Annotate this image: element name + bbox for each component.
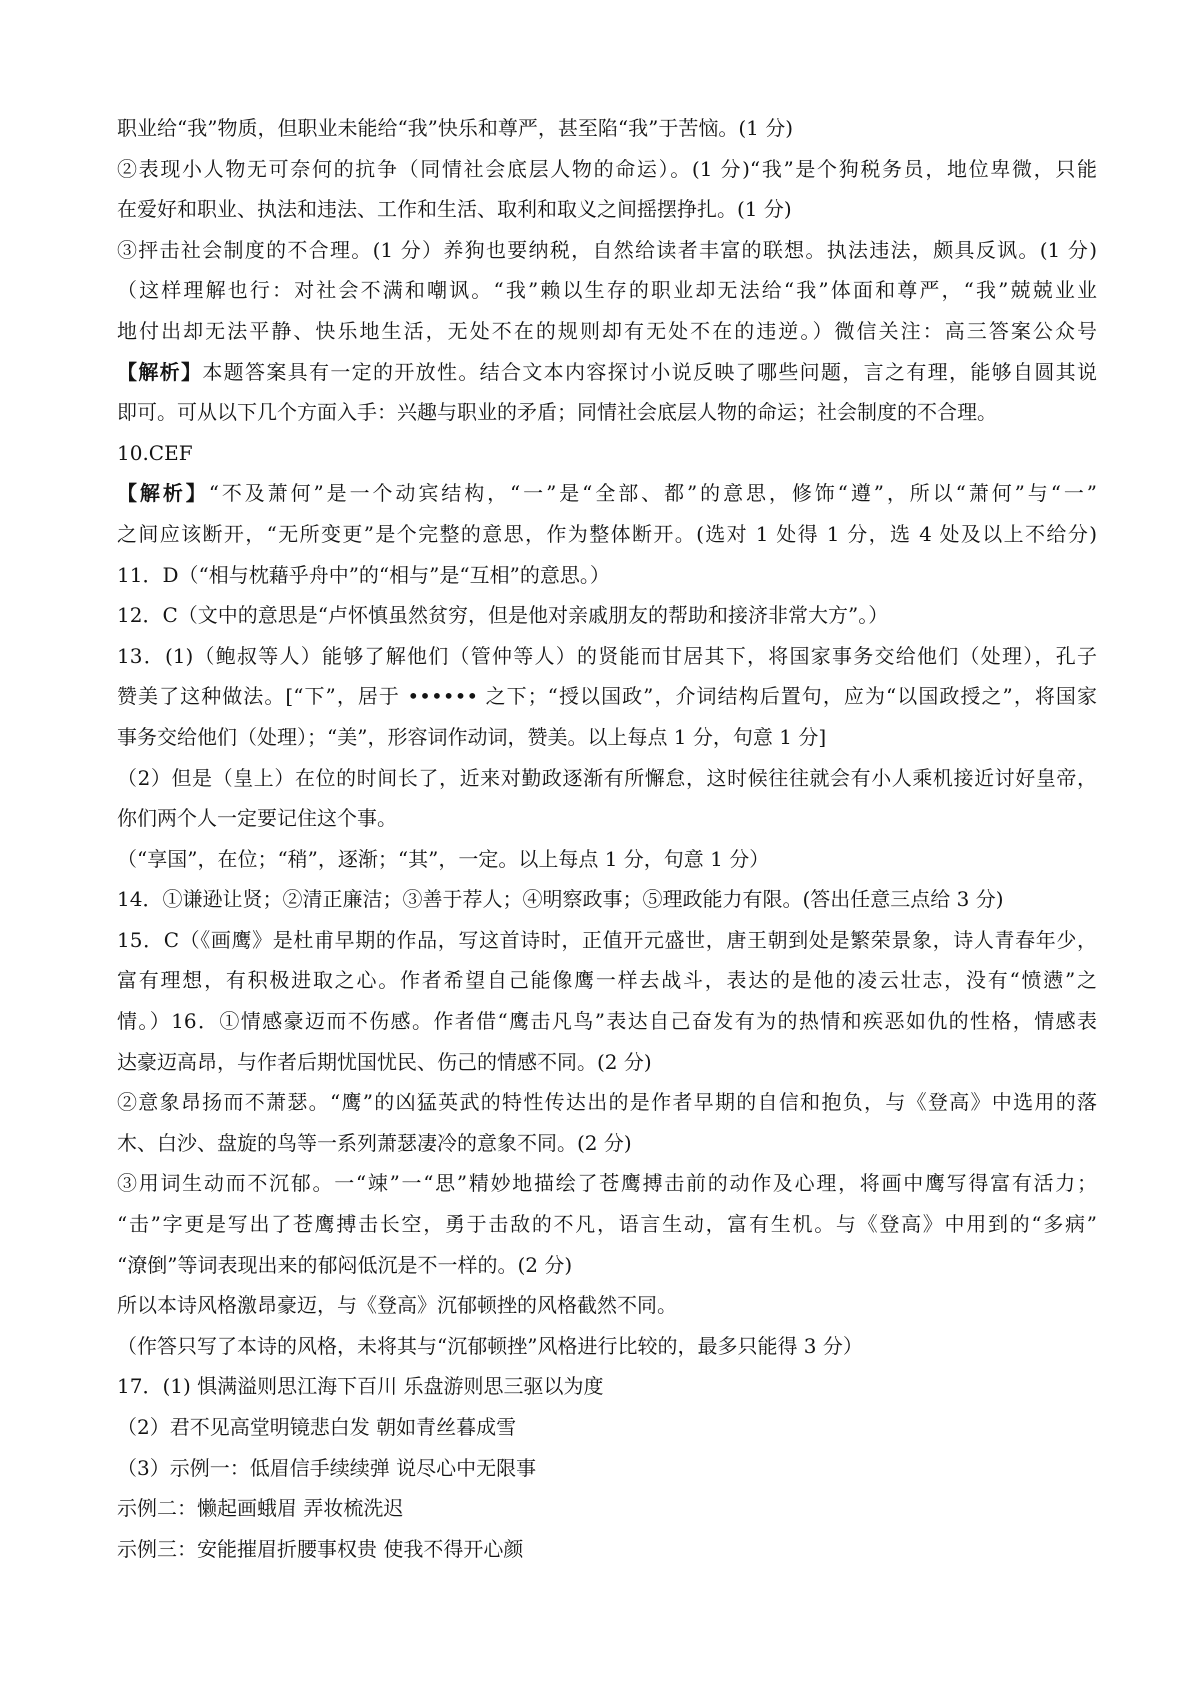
text-line — [117, 879, 1097, 920]
text-line — [117, 1407, 1097, 1448]
text-line — [117, 798, 1097, 839]
line-text: ②意象昂扬而不萧瑟。“鹰”的凶猛英武的特性传达出的是作者早期的自信和抱负，与《登高》中选用的落 — [117, 1090, 1097, 1115]
text-line — [117, 108, 1097, 149]
line-text: 12．C（文中的意思是“卢怀慎虽然贫穷，但是他对亲戚朋友的帮助和接济非常大方”。） — [117, 603, 889, 628]
line-text: （这样理解也行：对社会不满和嘲讽。“我”赖以生存的职业却无法给“我”体面和尊严，“我”兢兢业业 — [117, 278, 1097, 303]
text-line — [117, 1326, 1097, 1367]
line-text: “不及萧何”是一个动宾结构，“一”是“全部、都”的意思，修饰“遵”，所以“萧何”与“一” — [208, 481, 1097, 506]
text-line — [117, 1245, 1097, 1286]
line-text: 赞美了这种做法。[“下”，居于 •••••• 之下；“授以国政”，介词结构后置句，应为“以国政授之”，将国家 — [117, 684, 1097, 709]
line-text: ③用词生动而不沉郁。一“竦”一“思”精妙地描绘了苍鹰搏击前的动作及心理，将画中鹰写得富有活力； — [117, 1171, 1097, 1196]
line-text: 17．(1) 惧满溢则思江海下百川 乐盘游则思三驱以为度 — [117, 1374, 604, 1399]
text-line — [117, 514, 1097, 555]
line-text: 示例三：安能摧眉折腰事权贵 使我不得开心颜 — [117, 1536, 524, 1561]
line-text: 13．(1)（鲍叔等人）能够了解他们（管仲等人）的贤能而甘居其下，将国家事务交给他们（处理），孔子 — [117, 643, 1097, 668]
line-text: 10.CEF — [117, 440, 193, 465]
line-text: 14．①谦逊让贤；②清正廉洁；③善于荐人；④明察政事；⑤理政能力有限。(答出任意三点给 3 分) — [117, 887, 1004, 912]
line-text: （作答只写了本诗的风格，未将其与“沉郁顿挫”风格进行比较的，最多只能得 3 分） — [117, 1333, 863, 1358]
line-text: 职业给“我”物质，但职业未能给“我”快乐和尊严，甚至陷“我”于苦恼。(1 分) — [117, 116, 794, 140]
text-line — [117, 1042, 1097, 1083]
line-text: 在爱好和职业、执法和违法、工作和生活、取利和取义之间摇摆挣扎。(1 分) — [117, 197, 792, 222]
text-line — [117, 433, 1097, 474]
text-line — [117, 352, 1097, 393]
line-text: （“享国”，在位；“稍”，逐渐；“其”，一定。以上每点 1 分，句意 1 分） — [117, 846, 770, 871]
line-text: ③抨击社会制度的不合理。(1 分）养狗也要纳税，自然给读者丰富的联想。执法违法，颇具反讽。(1 分) — [117, 237, 1097, 262]
text-line — [117, 1529, 1097, 1570]
text-line — [117, 270, 1097, 311]
text-line — [117, 555, 1097, 596]
line-text: 之间应该断开，“无所变更”是个完整的意思，作为整体断开。(选对 1 处得 1 分，选 4 处及以上不给分) — [117, 521, 1097, 546]
text-line — [117, 1204, 1097, 1245]
line-text: “击”字更是写出了苍鹰搏击长空，勇于击敌的不凡，语言生动，富有生机。与《登高》中用到的“多病” — [117, 1212, 1097, 1237]
line-text: “潦倒”等词表现出来的郁闷低沉是不一样的。(2 分) — [117, 1252, 573, 1277]
text-line — [117, 1448, 1097, 1489]
text-line — [117, 920, 1097, 961]
line-text: 示例二：懒起画蛾眉 弄妆梳洗迟 — [117, 1496, 404, 1521]
text-line — [117, 149, 1097, 190]
answer-page — [117, 108, 1097, 1569]
line-text: 11．D（“相与枕藉乎舟中”的“相与”是“互相”的意思。） — [117, 562, 610, 587]
text-line — [117, 311, 1097, 352]
line-text: （2）但是（皇上）在位的时间长了，近来对勤政逐渐有所懈怠，这时候往往就会有小人乘机接近讨好皇帝， — [117, 765, 1097, 790]
text-line — [117, 1123, 1097, 1164]
line-text: 即可。可从以下几个方面入手：兴趣与职业的矛盾；同情社会底层人物的命运；社会制度的不合理。 — [117, 400, 997, 425]
text-line — [117, 758, 1097, 799]
text-line — [117, 1082, 1097, 1123]
line-text: 富有理想，有积极进取之心。作者希望自己能像鹰一样去战斗，表达的是他的凌云壮志，没有“愤懑”之 — [117, 968, 1097, 993]
line-text: （3）示例一：低眉信手续续弹 说尽心中无限事 — [117, 1455, 537, 1480]
text-line — [117, 1001, 1097, 1042]
line-text: 所以本诗风格激昂豪迈，与《登高》沉郁顿挫的风格截然不同。 — [117, 1293, 677, 1318]
line-text: 15．C（《画鹰》是杜甫早期的作品，写这首诗时，正值开元盛世，唐王朝到处是繁荣景象，诗人青春年少， — [117, 927, 1097, 952]
line-text: 本题答案具有一定的开放性。结合文本内容探讨小说反映了哪些问题，言之有理，能够自圆其说 — [202, 359, 1097, 384]
text-line — [117, 189, 1097, 230]
text-line — [117, 595, 1097, 636]
line-text: 达豪迈高昂，与作者后期忧国忧民、伤己的情感不同。(2 分) — [117, 1049, 652, 1074]
text-line — [117, 676, 1097, 717]
text-line — [117, 230, 1097, 271]
text-line — [117, 636, 1097, 677]
text-line — [117, 1285, 1097, 1326]
line-text: 情。）16．①情感豪迈而不伤感。作者借“鹰击凡鸟”表达自己奋发有为的热情和疾恶如仇的性格，情感表 — [117, 1009, 1097, 1034]
text-line — [117, 1488, 1097, 1529]
text-line — [117, 839, 1097, 880]
line-text: 地付出却无法平静、快乐地生活，无处不在的规则却有无处不在的违逆。）微信关注：高三答案公众号 — [117, 318, 1097, 343]
text-line — [117, 1163, 1097, 1204]
text-line — [117, 473, 1097, 514]
line-text: ②表现小人物无可奈何的抗争（同情社会底层人物的命运）。(1 分)“我”是个狗税务员，地位卑微，只能 — [117, 156, 1097, 181]
line-text: 事务交给他们（处理）；“美”，形容词作动词，赞美。以上每点 1 分，句意 1 分] — [117, 724, 827, 749]
text-line — [117, 1366, 1097, 1407]
line-text: 木、白沙、盘旋的鸟等一系列萧瑟凄冷的意象不同。(2 分) — [117, 1130, 632, 1155]
line-text: （2）君不见高堂明镜悲白发 朝如青丝暮成雪 — [117, 1415, 517, 1439]
text-line — [117, 717, 1097, 758]
text-line — [117, 960, 1097, 1001]
text-line — [117, 392, 1097, 433]
line-text: 你们两个人一定要记住这个事。 — [117, 806, 397, 831]
analysis-label: 【解析】 — [117, 359, 203, 384]
analysis-label: 【解析】 — [117, 481, 209, 506]
